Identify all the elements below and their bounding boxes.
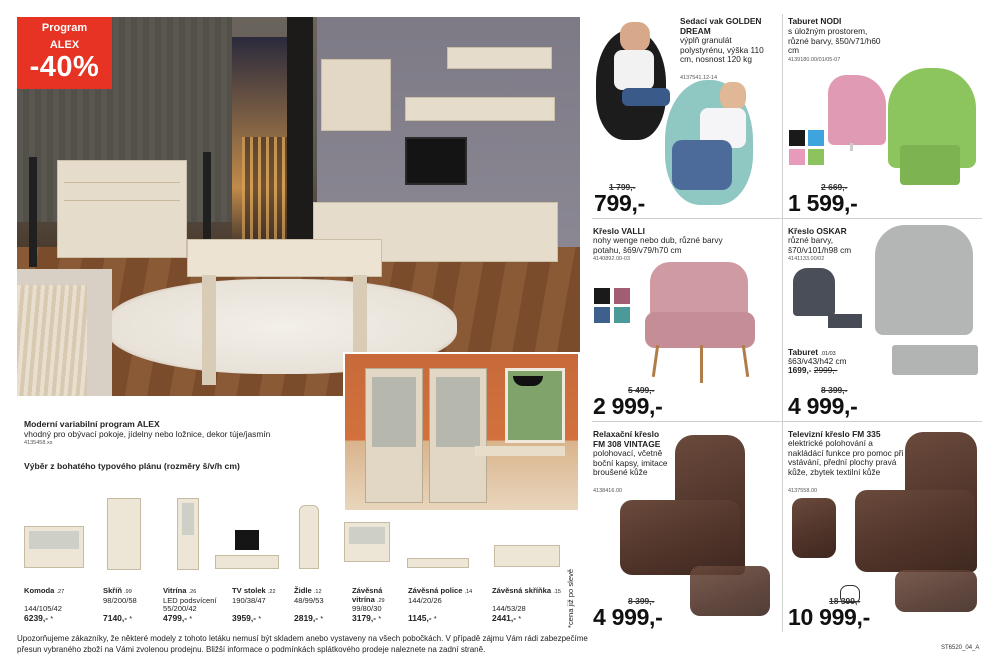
- valli-old-price: 5 499,-: [628, 385, 655, 395]
- oskar-grey-taburet: [892, 345, 978, 375]
- oskar-dark-image: [793, 268, 835, 316]
- fm335-seat-image: [855, 490, 975, 572]
- item-price: 1145,-: [408, 612, 432, 623]
- item-komoda: [24, 587, 94, 623]
- item-tv-stolek: [232, 587, 294, 623]
- nodi-green-base: [900, 145, 960, 185]
- item-price: 3179,-: [352, 612, 377, 623]
- item-num: .22: [267, 589, 276, 595]
- zavesna-vitrina-thumb: [344, 522, 390, 562]
- taburet-dims: š63/v43/h42 cm: [788, 356, 847, 366]
- item-dims: 144/53/28: [492, 604, 526, 614]
- zidle-thumb: [299, 505, 319, 569]
- valli-leg: [742, 345, 749, 377]
- golden-code: 4137541.12-14: [680, 75, 718, 81]
- row-divider: [592, 218, 982, 219]
- column-divider: [782, 14, 783, 632]
- item-zavesna-police: [408, 587, 492, 623]
- item-star: *: [320, 613, 324, 623]
- inset-photo-dining: [343, 352, 580, 512]
- nodi-price: 1 599,-: [788, 190, 858, 216]
- valli-leg: [652, 345, 659, 377]
- item-zavesna-vitrina: [352, 587, 404, 623]
- item-star: *: [258, 613, 262, 623]
- item-dims: 190/38/47: [232, 595, 266, 605]
- nodi-swatch-3[interactable]: [789, 149, 805, 165]
- girl-jeans-image: [672, 140, 732, 190]
- zavesna-skrinka-thumb: [494, 545, 560, 567]
- item-name: Vitrína: [163, 586, 187, 595]
- alex-title: Moderní variabilní program ALEX: [24, 419, 160, 429]
- valli-price: 2 999,-: [593, 393, 663, 419]
- item-name: Závěsná vitrína: [352, 586, 383, 604]
- item-num: .14: [464, 589, 473, 595]
- valli-leg: [700, 345, 703, 383]
- nodi-title: Taburet NODI: [788, 16, 842, 26]
- oskar-desc: různé barvy, š70/v101/h98 cm: [788, 235, 852, 255]
- promo-discount: -40%: [29, 51, 100, 83]
- alex-description: vhodný pro obývací pokoje, jídelny nebo ložnice, dekor túje/jasmín: [24, 429, 271, 439]
- vintage-reclined-image: [690, 566, 770, 616]
- vintage-seat-image: [620, 500, 740, 575]
- item-zavesna-skrinka: [492, 587, 566, 623]
- valli-swatch-2[interactable]: [614, 288, 630, 304]
- item-name: Závěsná skříňka: [492, 586, 552, 595]
- fm335-old-price: 18 399,-: [829, 596, 861, 606]
- golden-price: 799,-: [594, 190, 645, 216]
- oskar-code: 4141133.00/02: [788, 256, 825, 262]
- nodi-desc: s úložným prostorem, různé barvy, š50/v71/h60 cm: [788, 26, 881, 55]
- oskar-dark-taburet: [828, 314, 862, 328]
- item-num: .15: [553, 589, 561, 595]
- item-name: Skříň: [103, 586, 122, 595]
- alex-code: 4135458.xx: [24, 440, 53, 446]
- promo-badge: [17, 17, 112, 89]
- oskar-price: 4 999,-: [788, 393, 858, 419]
- nodi-swatch-4[interactable]: [808, 149, 824, 165]
- vintage-title: Relaxační křeslo FM 308 VINTAGE: [593, 429, 661, 449]
- item-price: 6239,-: [24, 612, 49, 623]
- item-num: .12: [313, 589, 322, 595]
- item-dims: 144/20/26: [408, 595, 442, 605]
- item-price: 7140,-: [103, 612, 128, 623]
- item-name: Komoda: [24, 586, 55, 595]
- valli-swatch-1[interactable]: [594, 288, 610, 304]
- item-price: 2819,-: [294, 612, 319, 623]
- oskar-grey-image: [875, 225, 973, 335]
- taburet-title: Taburet .01/03: [788, 347, 836, 357]
- fm335-desc: elektrické polohování a nakládácí funkce pro pomoc při vstávání, přední plochy pravá kůže, zbytek textilní kůže: [788, 438, 904, 477]
- item-dims: 144/105/42: [24, 604, 63, 614]
- item-num: .26: [188, 589, 197, 595]
- item-dims: 98/200/58: [103, 595, 137, 605]
- fm335-small-image: [792, 498, 836, 558]
- boy-jeans-image: [622, 88, 670, 106]
- item-star: *: [378, 613, 382, 623]
- fm335-code: 4137558.00: [788, 488, 818, 494]
- valli-swatch-4[interactable]: [614, 307, 630, 323]
- item-name: TV stolek: [232, 586, 266, 595]
- promo-line2: ALEX: [49, 39, 80, 51]
- vitrina-thumb: [177, 498, 199, 570]
- footer-disclaimer: Upozorňujeme zákazníky, že některé modely z tohoto letáku nemusí být skladem anebo vystaveny na všech pobočkách. V případě zájmu Vám rádi zabezpečíme přesun vybraného zboží na Vámi zvolenou prodejnu. Bližší informace o podmínkách splátkového prodeje naleznete na zadní straně.: [17, 634, 588, 654]
- promo-line1: Program: [41, 22, 88, 34]
- oskar-old-price: 8 399,-: [821, 385, 848, 395]
- vintage-code: 4138416.00: [593, 488, 623, 494]
- girl-image: [720, 82, 746, 110]
- item-dims: 48/99/53: [294, 595, 324, 605]
- valli-swatch-3[interactable]: [594, 307, 610, 323]
- item-skrin: [103, 587, 163, 623]
- fm335-title: Televizní křeslo FM 335: [788, 429, 881, 439]
- nodi-pink-leg: [850, 143, 853, 151]
- vintage-old-price: 8 399,-: [628, 596, 655, 606]
- skrin-thumb: [107, 498, 141, 570]
- vintage-desc: polohovací, včetně boční kapsy, imitace broušené kůže: [593, 448, 668, 477]
- fm335-price: 10 999,-: [788, 604, 870, 630]
- komoda-thumb: [24, 526, 84, 568]
- golden-title: Sedací vak GOLDEN DREAM: [680, 16, 762, 36]
- item-star: *: [189, 613, 193, 623]
- nodi-swatch-2[interactable]: [808, 130, 824, 146]
- item-star: *: [433, 613, 437, 623]
- types-heading: Výběr z bohatého typového plánu (rozměry š/v/h cm): [24, 461, 240, 471]
- tv-stolek-thumb: [215, 555, 279, 569]
- item-zidle: [294, 587, 346, 623]
- item-star: *: [129, 613, 133, 623]
- item-num: .27: [56, 589, 65, 595]
- item-price: 4799,-: [163, 612, 188, 623]
- item-name: Židle: [294, 586, 312, 595]
- valli-seat-image: [645, 312, 755, 348]
- nodi-swatch-1[interactable]: [789, 130, 805, 146]
- item-star: *: [50, 613, 54, 623]
- oskar-title: Křeslo OSKAR: [788, 226, 847, 236]
- boy-image: [620, 22, 650, 52]
- item-num: .99: [124, 589, 132, 595]
- item-name: Závěsná police: [408, 586, 463, 595]
- boy-shirt-image: [614, 50, 654, 90]
- item-price: 2441,-: [492, 612, 517, 623]
- page-code: ST6520_04_A: [941, 645, 980, 651]
- item-num: .29: [376, 597, 385, 604]
- item-dims: 99/80/30: [352, 604, 382, 614]
- zavesna-police-thumb: [407, 558, 469, 568]
- fm335-reclined-image: [895, 570, 977, 612]
- item-price: 3959,-: [232, 612, 257, 623]
- nodi-code: 4139180.00/01/05-07: [788, 57, 841, 63]
- price-note: *cena již po slevě: [566, 568, 575, 628]
- item-dims: 55/200/42: [163, 604, 197, 614]
- item-desc: LED podsvícení: [163, 595, 217, 605]
- valli-title: Křeslo VALLI: [593, 226, 645, 236]
- golden-old-price: 1 799,-: [609, 182, 636, 192]
- tv-thumb: [235, 530, 259, 550]
- nodi-pink-image: [828, 75, 886, 145]
- item-vitrina: [163, 587, 233, 623]
- valli-desc: nohy wenge nebo dub, různé barvy potahu, š69/v79/h70 cm: [593, 235, 723, 255]
- item-star: *: [518, 613, 522, 623]
- valli-code: 4140892.00-03: [593, 256, 631, 262]
- row-divider: [592, 421, 982, 422]
- taburet-price-row: 1699,- 2999,-: [788, 365, 838, 375]
- vintage-price: 4 999,-: [593, 604, 663, 630]
- golden-desc: výplň granulát polystyrénu, výška 110 cm, nosnost 120 kg: [680, 35, 764, 64]
- nodi-old-price: 2 669,-: [821, 182, 848, 192]
